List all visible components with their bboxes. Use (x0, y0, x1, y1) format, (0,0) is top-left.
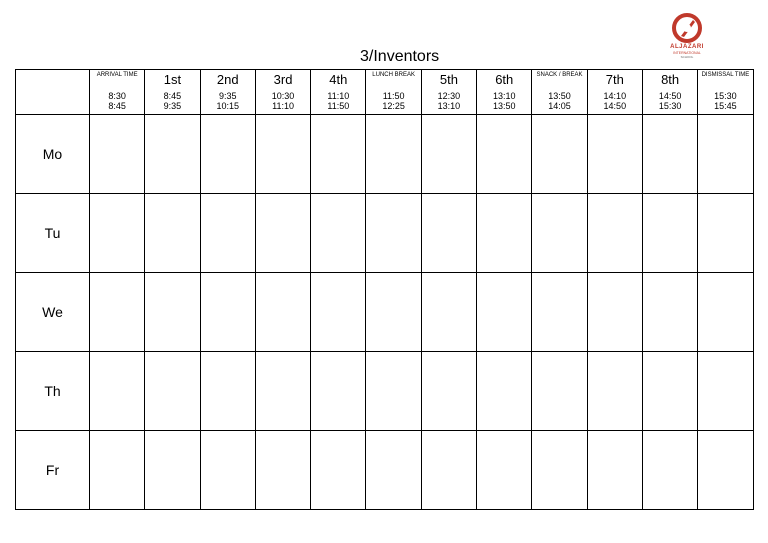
schedule-cell[interactable] (421, 273, 476, 352)
schedule-cell[interactable] (421, 431, 476, 510)
day-label: Tu (16, 194, 90, 273)
schedule-cell[interactable] (311, 352, 366, 431)
schedule-cell[interactable] (145, 352, 200, 431)
schedule-cell[interactable] (477, 352, 532, 431)
column-times (145, 91, 199, 111)
schedule-cell[interactable] (200, 194, 255, 273)
schedule-cell[interactable] (90, 431, 145, 510)
column-times (643, 91, 697, 111)
column-header (698, 70, 753, 115)
logo-subtitle-2: SCHOOL (680, 55, 694, 59)
column-times (311, 91, 365, 111)
schedule-cell[interactable] (587, 352, 642, 431)
schedule-cell[interactable] (200, 431, 255, 510)
start-time: 14:50 (658, 91, 682, 101)
start-time: 13:50 (548, 91, 571, 101)
column-label: DISMISSAL TIME (701, 72, 750, 78)
schedule-cell[interactable] (200, 115, 255, 194)
column-times (422, 91, 476, 111)
schedule-cell[interactable] (90, 352, 145, 431)
end-time: 12:25 (382, 101, 405, 111)
column-header (366, 70, 421, 115)
schedule-cell[interactable] (642, 431, 697, 510)
timetable (15, 69, 754, 510)
schedule-cell[interactable] (311, 115, 366, 194)
schedule-cell[interactable] (532, 273, 587, 352)
schedule-cell[interactable] (90, 194, 145, 273)
day-label: We (16, 273, 90, 352)
schedule-cell[interactable] (200, 273, 255, 352)
day-label: Fr (16, 431, 90, 510)
schedule-cell[interactable] (587, 194, 642, 273)
schedule-cell[interactable] (642, 273, 697, 352)
schedule-cell[interactable] (255, 431, 310, 510)
schedule-cell[interactable] (366, 352, 421, 431)
start-time: 11:50 (382, 91, 405, 101)
column-label: 6th (495, 72, 514, 87)
schedule-cell[interactable] (642, 115, 697, 194)
day-label: Mo (16, 115, 90, 194)
logo-name: ALJAZARI (670, 44, 704, 50)
schedule-cell[interactable] (421, 194, 476, 273)
schedule-cell[interactable] (477, 115, 532, 194)
end-time: 14:05 (548, 101, 571, 111)
schedule-cell[interactable] (532, 352, 587, 431)
start-time: 9:35 (218, 91, 237, 101)
column-times (201, 91, 255, 111)
schedule-cell[interactable] (90, 273, 145, 352)
end-time: 10:15 (216, 101, 239, 111)
schedule-cell[interactable] (642, 194, 697, 273)
schedule-cell[interactable] (532, 115, 587, 194)
column-times (477, 91, 531, 111)
schedule-cell[interactable] (145, 115, 200, 194)
schedule-cell[interactable] (311, 431, 366, 510)
schedule-cell[interactable] (255, 273, 310, 352)
schedule-cell[interactable] (477, 273, 532, 352)
end-time: 14:50 (603, 101, 627, 111)
timetable-header-row (16, 70, 754, 115)
start-time: 11:10 (327, 91, 350, 101)
schedule-cell[interactable] (532, 194, 587, 273)
schedule-cell[interactable] (642, 352, 697, 431)
schedule-cell[interactable] (698, 194, 753, 273)
schedule-cell[interactable] (698, 115, 753, 194)
start-time: 12:30 (437, 91, 461, 101)
schedule-cell[interactable] (698, 352, 753, 431)
start-time: 8:45 (163, 91, 182, 101)
column-times (90, 91, 144, 111)
end-time: 9:35 (163, 101, 182, 111)
schedule-cell[interactable] (366, 431, 421, 510)
column-label: ARRIVAL TIME (96, 72, 138, 78)
schedule-cell[interactable] (255, 352, 310, 431)
column-label: 5th (439, 72, 458, 87)
schedule-cell[interactable] (311, 194, 366, 273)
column-header (642, 70, 697, 115)
school-logo (660, 12, 714, 59)
day-row (16, 115, 754, 194)
column-times (698, 91, 752, 111)
schedule-cell[interactable] (698, 431, 753, 510)
column-label: 8th (661, 72, 680, 87)
end-time: 13:10 (437, 101, 461, 111)
start-time: 13:10 (492, 91, 516, 101)
end-time: 8:45 (108, 101, 126, 111)
column-times (588, 91, 642, 111)
schedule-cell[interactable] (255, 194, 310, 273)
start-time: 10:30 (271, 91, 295, 101)
schedule-cell[interactable] (366, 115, 421, 194)
column-header (200, 70, 255, 115)
schedule-cell[interactable] (532, 431, 587, 510)
column-times (532, 91, 586, 111)
day-label: Th (16, 352, 90, 431)
day-row (16, 431, 754, 510)
column-times (256, 91, 310, 111)
corner-cell (16, 70, 90, 115)
column-header (477, 70, 532, 115)
end-time: 15:30 (658, 101, 682, 111)
column-header (90, 70, 145, 115)
column-header (145, 70, 200, 115)
column-label: 1st (163, 72, 182, 87)
start-time: 15:30 (714, 91, 737, 101)
end-time: 15:45 (714, 101, 737, 111)
column-label: SNACK / BREAK (536, 72, 583, 78)
column-label: LUNCH BREAK (372, 72, 415, 78)
schedule-cell[interactable] (145, 194, 200, 273)
page-title: 3/Inventors (360, 48, 440, 65)
schedule-cell[interactable] (90, 115, 145, 194)
column-label: 7th (605, 72, 624, 87)
column-label: 4th (329, 72, 348, 87)
column-label: 2nd (216, 72, 239, 87)
column-header (587, 70, 642, 115)
schedule-cell[interactable] (477, 431, 532, 510)
schedule-cell[interactable] (255, 115, 310, 194)
start-time: 8:30 (108, 91, 126, 101)
column-header (532, 70, 587, 115)
schedule-cell[interactable] (366, 273, 421, 352)
end-time: 11:10 (272, 101, 294, 111)
day-row (16, 352, 754, 431)
schedule-cell[interactable] (477, 194, 532, 273)
end-time: 11:50 (327, 101, 350, 111)
schedule-cell[interactable] (587, 431, 642, 510)
day-row (16, 194, 754, 273)
schedule-cell[interactable] (421, 352, 476, 431)
schedule-cell[interactable] (145, 431, 200, 510)
schedule-cell[interactable] (587, 273, 642, 352)
column-times (366, 91, 420, 111)
schedule-cell[interactable] (311, 273, 366, 352)
column-header (421, 70, 476, 115)
schedule-cell[interactable] (366, 194, 421, 273)
day-row (16, 273, 754, 352)
start-time: 14:10 (603, 91, 627, 101)
column-label: 3rd (273, 72, 293, 87)
schedule-cell[interactable] (698, 273, 753, 352)
schedule-cell[interactable] (145, 273, 200, 352)
aljazari-logo-icon (671, 12, 703, 44)
schedule-cell[interactable] (587, 115, 642, 194)
column-header (311, 70, 366, 115)
column-header (255, 70, 310, 115)
schedule-cell[interactable] (200, 352, 255, 431)
schedule-cell[interactable] (421, 115, 476, 194)
end-time: 13:50 (492, 101, 516, 111)
logo-subtitle: INTERNATIONAL (673, 51, 701, 55)
